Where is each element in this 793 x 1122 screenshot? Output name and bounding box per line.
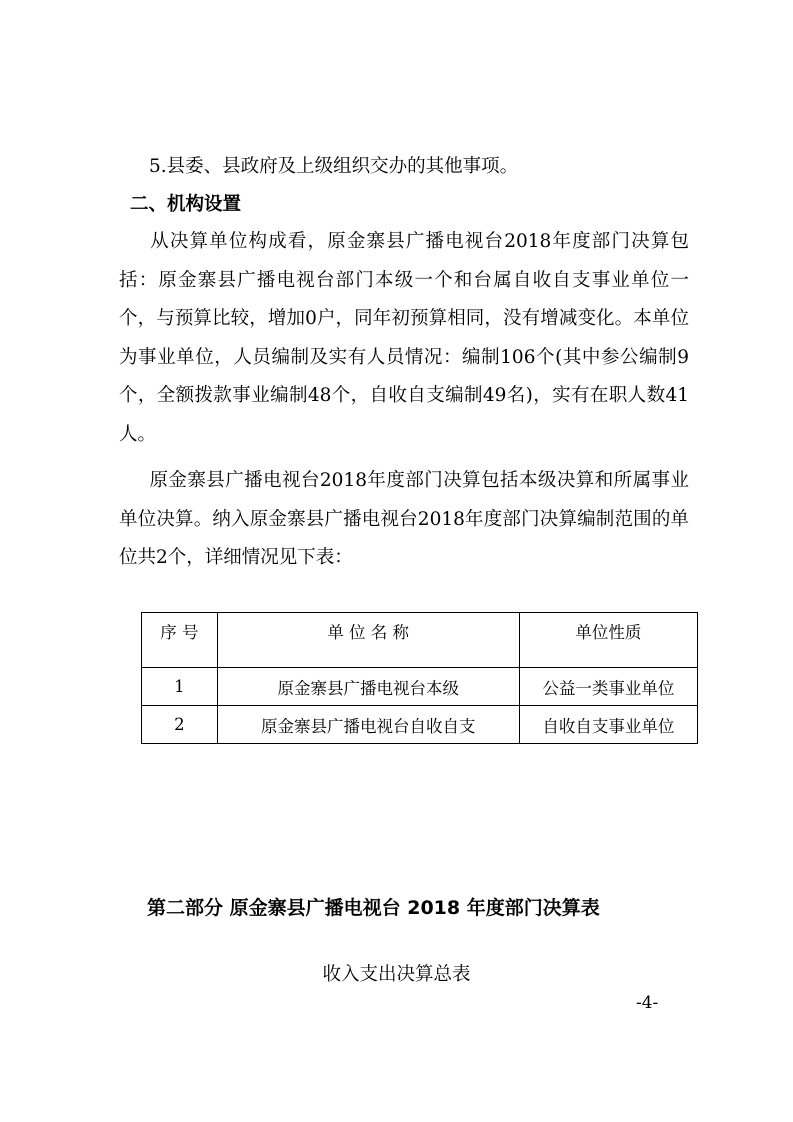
paragraph-org-structure <box>119 223 689 454</box>
table-subtitle: 收入支出决算总表 <box>322 964 471 985</box>
table-header-row <box>142 613 698 668</box>
table-cell-unit-type: 公益一类事业单位 <box>519 668 697 706</box>
table-row <box>142 668 698 706</box>
table-cell-unit-name: 原金寨县广播电视台自收自支 <box>217 706 519 744</box>
table-cell-index: 2 <box>142 706 218 744</box>
units-table <box>141 612 698 744</box>
column-header-unit-name: 单 位 名 称 <box>217 613 519 668</box>
paragraph-scope <box>119 462 689 578</box>
column-header-unit-type: 单位性质 <box>519 613 697 668</box>
paragraph-org-structure-text: 从决算单位构成看，原金寨县广播电视台2018年度部门决算包括：原金寨县广播电视台部门本级一个和台属自收自支事业单位一个，与预算比较，增加0户，同年初预算相同，没有增减变化。本单位为事业单位，人员编制及实有人员情况：编制106个(其中参公编制9个，全额拨款事业编制48个，自收自支编制49名)，实有在职人数41人。 <box>119 231 689 445</box>
list-item-5: 5.县委、县政府及上级组织交办的其他事项。 <box>149 156 519 177</box>
column-header-index: 序 号 <box>142 613 218 668</box>
page-number: -4- <box>636 993 659 1013</box>
table-row <box>142 706 698 744</box>
paragraph-scope-text: 原金寨县广播电视台2018年度部门决算包括本级决算和所属事业单位决算。纳入原金寨县广播电视台2018年度部门决算编制范围的单位共2个，详细情况见下表： <box>119 470 689 568</box>
table-cell-unit-type: 自收自支事业单位 <box>519 706 697 744</box>
table-cell-index: 1 <box>142 668 218 706</box>
part2-heading: 第二部分 原金寨县广播电视台 2018 年度部门决算表 <box>147 897 600 919</box>
table-cell-unit-name: 原金寨县广播电视台本级 <box>217 668 519 706</box>
section-heading: 二、机构设置 <box>130 194 242 215</box>
